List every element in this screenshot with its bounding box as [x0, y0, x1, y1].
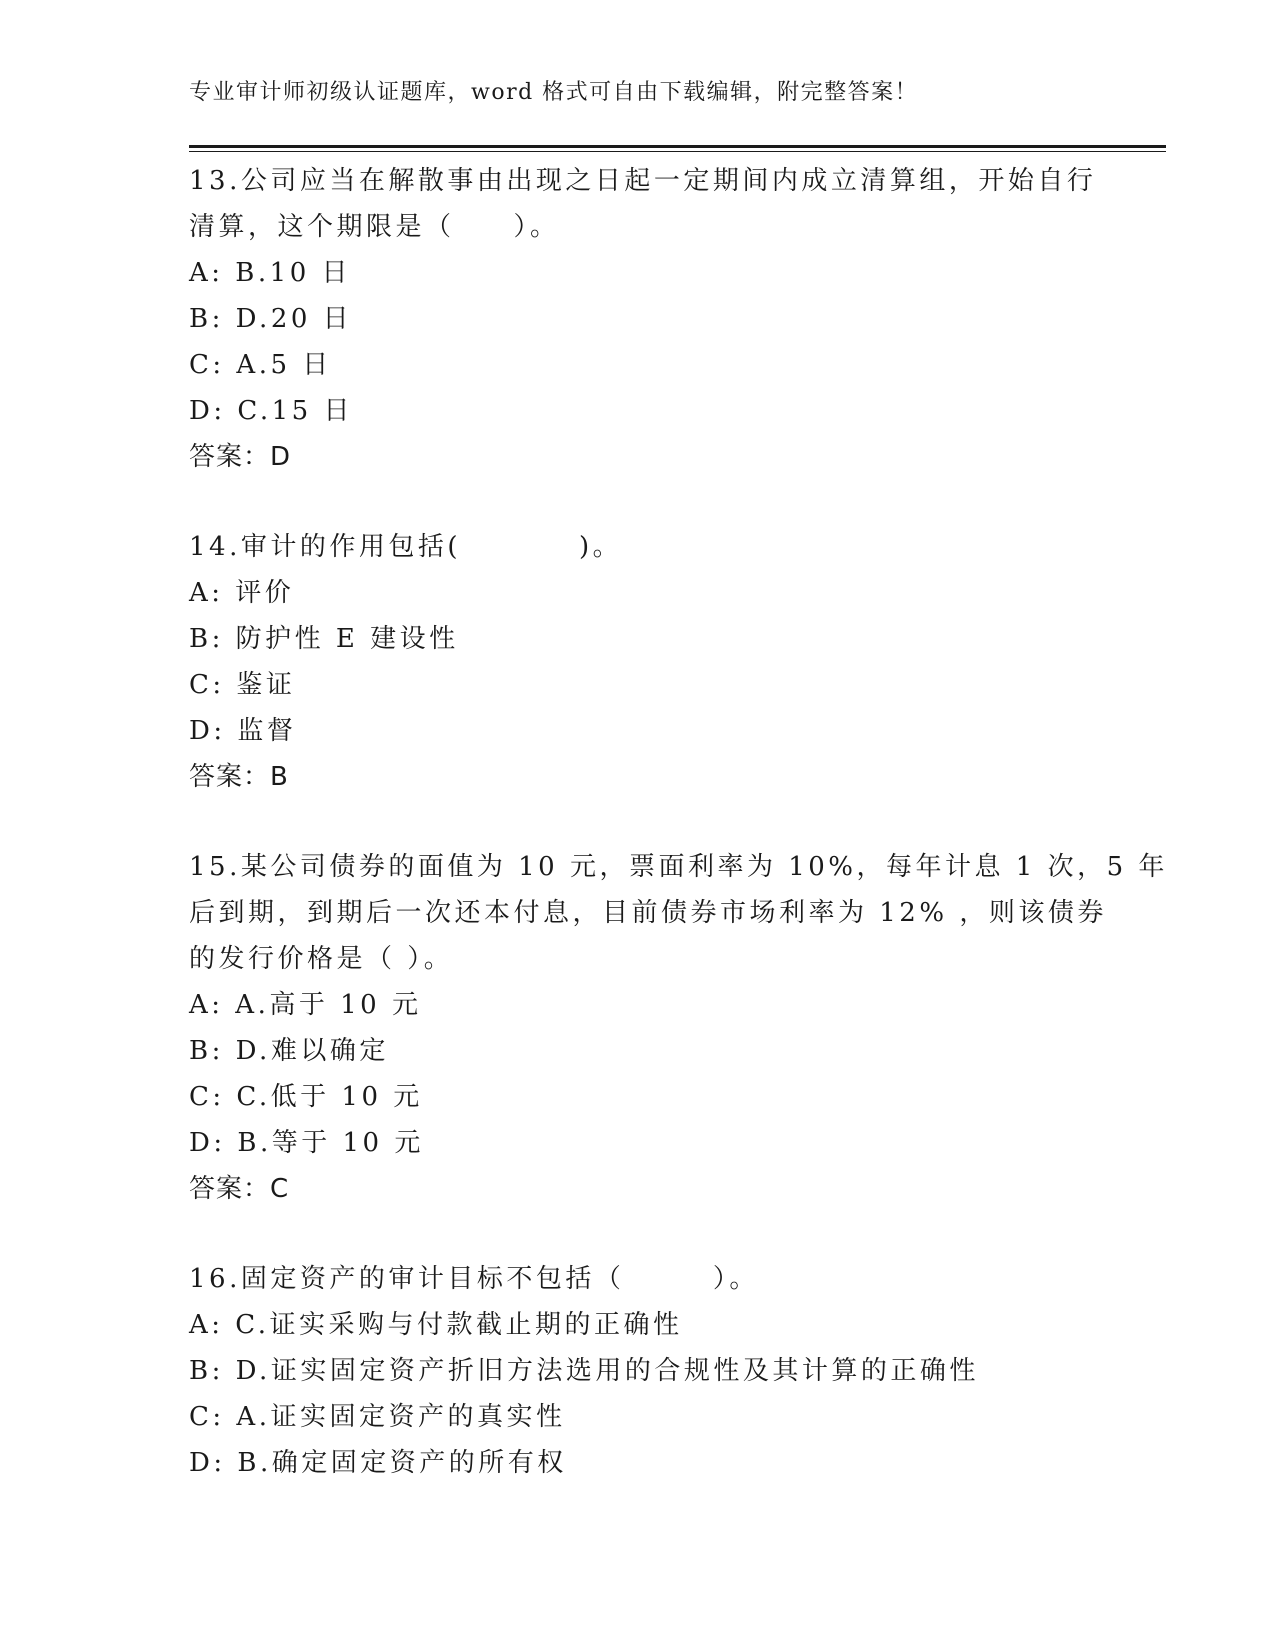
option-a: A: A.高于 10 元 — [189, 990, 422, 1020]
option-b: B: D.难以确定 — [189, 1036, 389, 1066]
option-c: C: 鉴证 — [189, 670, 296, 700]
question-stem-line: 14.审计的作用包括( )。 — [189, 532, 623, 562]
option-d: D: B.确定固定资产的所有权 — [189, 1448, 567, 1478]
page-header: 专业审计师初级认证题库，word 格式可自由下载编辑，附完整答案！ — [189, 80, 919, 105]
option-d: D: 监督 — [189, 716, 297, 746]
option-b: B: 防护性 E 建设性 — [189, 624, 459, 654]
option-c: C: A.证实固定资产的真实性 — [189, 1402, 566, 1432]
question-stem-line: 16.固定资产的审计目标不包括（ ）。 — [189, 1264, 759, 1294]
question-14 — [189, 524, 1089, 800]
option-d: D: B.等于 10 元 — [189, 1128, 424, 1158]
question-stem-line: 15.某公司债券的面值为 10 元，票面利率为 10%，每年计息 1 次，5 年 — [189, 852, 1168, 882]
option-b: B: D.证实固定资产折旧方法选用的合规性及其计算的正确性 — [189, 1356, 979, 1386]
question-stem-line: 的发行价格是（ ）。 — [189, 944, 454, 974]
option-a: A: B.10 日 — [189, 258, 352, 288]
option-c: C: C.低于 10 元 — [189, 1082, 423, 1112]
option-d: D: C.15 日 — [189, 396, 353, 426]
answer-line: 答案：C — [189, 1174, 290, 1204]
question-16 — [189, 1256, 1089, 1486]
answer-line: 答案：D — [189, 442, 292, 472]
option-a: A: C.证实采购与付款截止期的正确性 — [189, 1310, 683, 1340]
answer-line: 答案：B — [189, 762, 289, 792]
header-rule-thin — [189, 151, 1166, 152]
question-stem-line: 13.公司应当在解散事由出现之日起一定期间内成立清算组，开始自行 — [189, 166, 1097, 196]
option-a: A: 评价 — [189, 578, 295, 608]
question-list — [189, 158, 1168, 1486]
question-stem-line: 清算，这个期限是（ ）。 — [189, 212, 560, 242]
question-stem-line: 后到期，到期后一次还本付息，目前债券市场利率为 12% ，则该债券 — [189, 898, 1107, 928]
option-b: B: D.20 日 — [189, 304, 353, 334]
question-15 — [189, 844, 1168, 1212]
question-13 — [189, 158, 1097, 480]
header-rule-thick — [189, 145, 1166, 148]
option-c: C: A.5 日 — [189, 350, 332, 380]
